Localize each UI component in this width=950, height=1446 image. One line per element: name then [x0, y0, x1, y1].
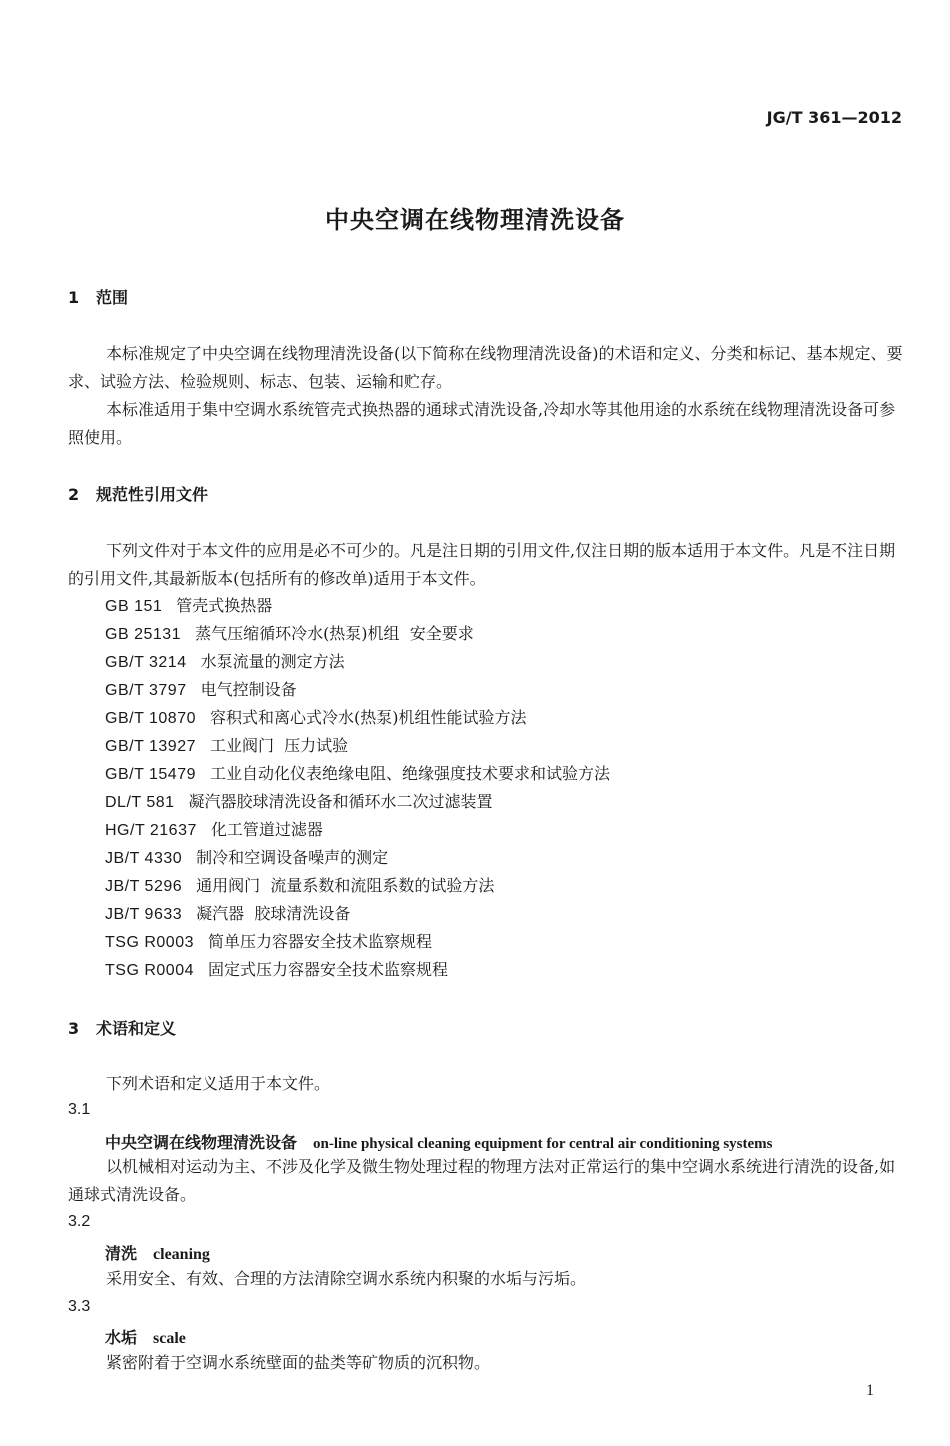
reference-item [105, 732, 610, 760]
term-definition: 采用安全、有效、合理的方法清除空调水系统内积聚的水垢与污垢。 [106, 1269, 587, 1288]
reference-code: TSG R0004 [105, 962, 194, 979]
standard-code: JG/T 361—2012 [766, 108, 902, 127]
reference-list [105, 592, 610, 984]
reference-name: 凝汽器胶球清洗设备和循环水二次过滤装置 [188, 792, 493, 811]
page-number: 1 [866, 1382, 874, 1399]
document-title: 中央空调在线物理清洗设备 [325, 206, 625, 234]
section-3-heading [68, 1016, 176, 1039]
reference-code: GB/T 15479 [105, 766, 196, 783]
reference-item [105, 928, 610, 956]
reference-code: HG/T 21637 [105, 822, 197, 839]
reference-name: 容积式和离心式冷水(热泵)机组性能试验方法 [209, 708, 527, 727]
reference-code: GB/T 3214 [105, 654, 187, 671]
reference-name: 电气控制设备 [200, 680, 297, 699]
term-number: 3.2 [68, 1213, 91, 1230]
reference-name: 管壳式换热器 [176, 596, 273, 615]
paragraph: 本标准适用于集中空调水系统管壳式换热器的通球式清洗设备,冷却水等其他用途的水系统在线物理清洗设备可参照使用。 [68, 400, 896, 447]
paragraph: 下列术语和定义适用于本文件。 [106, 1074, 331, 1093]
reference-name: 蒸气压缩循环冷水(热泵)机组 安全要求 [195, 624, 474, 643]
section-number: 3 [68, 1019, 80, 1038]
section-2-heading [68, 482, 208, 505]
reference-item [105, 676, 610, 704]
section-1-heading [68, 285, 128, 308]
reference-item [105, 592, 610, 620]
section-title: 范围 [96, 288, 129, 307]
term-zh: 中央空调在线物理清洗设备 [105, 1133, 298, 1152]
reference-code: JB/T 5296 [105, 878, 183, 895]
term-en: scale [153, 1330, 186, 1347]
reference-name: 工业阀门 压力试验 [209, 736, 349, 755]
term-zh: 水垢 [105, 1328, 138, 1347]
term-entry [105, 1130, 772, 1153]
term-zh: 清洗 [105, 1244, 138, 1263]
reference-item [105, 956, 610, 984]
reference-item [105, 844, 610, 872]
reference-name: 凝汽器 胶球清洗设备 [196, 904, 351, 923]
reference-code: JB/T 4330 [105, 850, 183, 867]
reference-item [105, 816, 610, 844]
reference-item [105, 620, 610, 648]
term-definition: 紧密附着于空调水系统壁面的盐类等矿物质的沉积物。 [106, 1353, 491, 1372]
section-title: 规范性引用文件 [96, 485, 209, 504]
reference-item [105, 788, 610, 816]
term-definition: 以机械相对运动为主、不涉及化学及微生物处理过程的物理方法对正常运行的集中空调水系统进行清洗的设备,如通球式清洗设备。 [68, 1157, 896, 1204]
reference-item [105, 648, 610, 676]
reference-item [105, 872, 610, 900]
reference-item [105, 704, 610, 732]
reference-code: GB/T 10870 [105, 710, 196, 727]
paragraph: 本标准规定了中央空调在线物理清洗设备(以下简称在线物理清洗设备)的术语和定义、分类和标记、基本规定、要求、试验方法、检验规则、标志、包装、运输和贮存。 [68, 344, 903, 391]
section-number: 1 [68, 288, 80, 307]
reference-name: 化工管道过滤器 [210, 820, 323, 839]
paragraph: 下列文件对于本文件的应用是必不可少的。凡是注日期的引用文件,仅注日期的版本适用于本文件。凡是不注日期的引用文件,其最新版本(包括所有的修改单)适用于本文件。 [68, 541, 896, 588]
reference-name: 固定式压力容器安全技术监察规程 [207, 960, 448, 979]
reference-name: 制冷和空调设备噪声的测定 [196, 848, 389, 867]
reference-name: 工业自动化仪表绝缘电阻、绝缘强度技术要求和试验方法 [209, 764, 610, 783]
reference-code: GB/T 3797 [105, 682, 187, 699]
reference-name: 简单压力容器安全技术监察规程 [207, 932, 432, 951]
reference-code: GB 25131 [105, 626, 182, 643]
section-title: 术语和定义 [96, 1019, 177, 1038]
term-entry [105, 1325, 186, 1348]
reference-name: 水泵流量的测定方法 [200, 652, 345, 671]
reference-item [105, 900, 610, 928]
reference-code: GB/T 13927 [105, 738, 196, 755]
reference-code: DL/T 581 [105, 794, 175, 811]
reference-item [105, 760, 610, 788]
reference-code: GB 151 [105, 598, 163, 615]
reference-code: TSG R0003 [105, 934, 194, 951]
reference-code: JB/T 9633 [105, 906, 183, 923]
term-en: cleaning [153, 1246, 210, 1263]
term-number: 3.1 [68, 1101, 91, 1118]
term-entry [105, 1241, 210, 1264]
reference-name: 通用阀门 流量系数和流阻系数的试验方法 [196, 876, 495, 895]
term-en: on-line physical cleaning equipment for central air conditioning systems [313, 1136, 773, 1152]
term-number: 3.3 [68, 1298, 91, 1315]
section-number: 2 [68, 485, 80, 504]
